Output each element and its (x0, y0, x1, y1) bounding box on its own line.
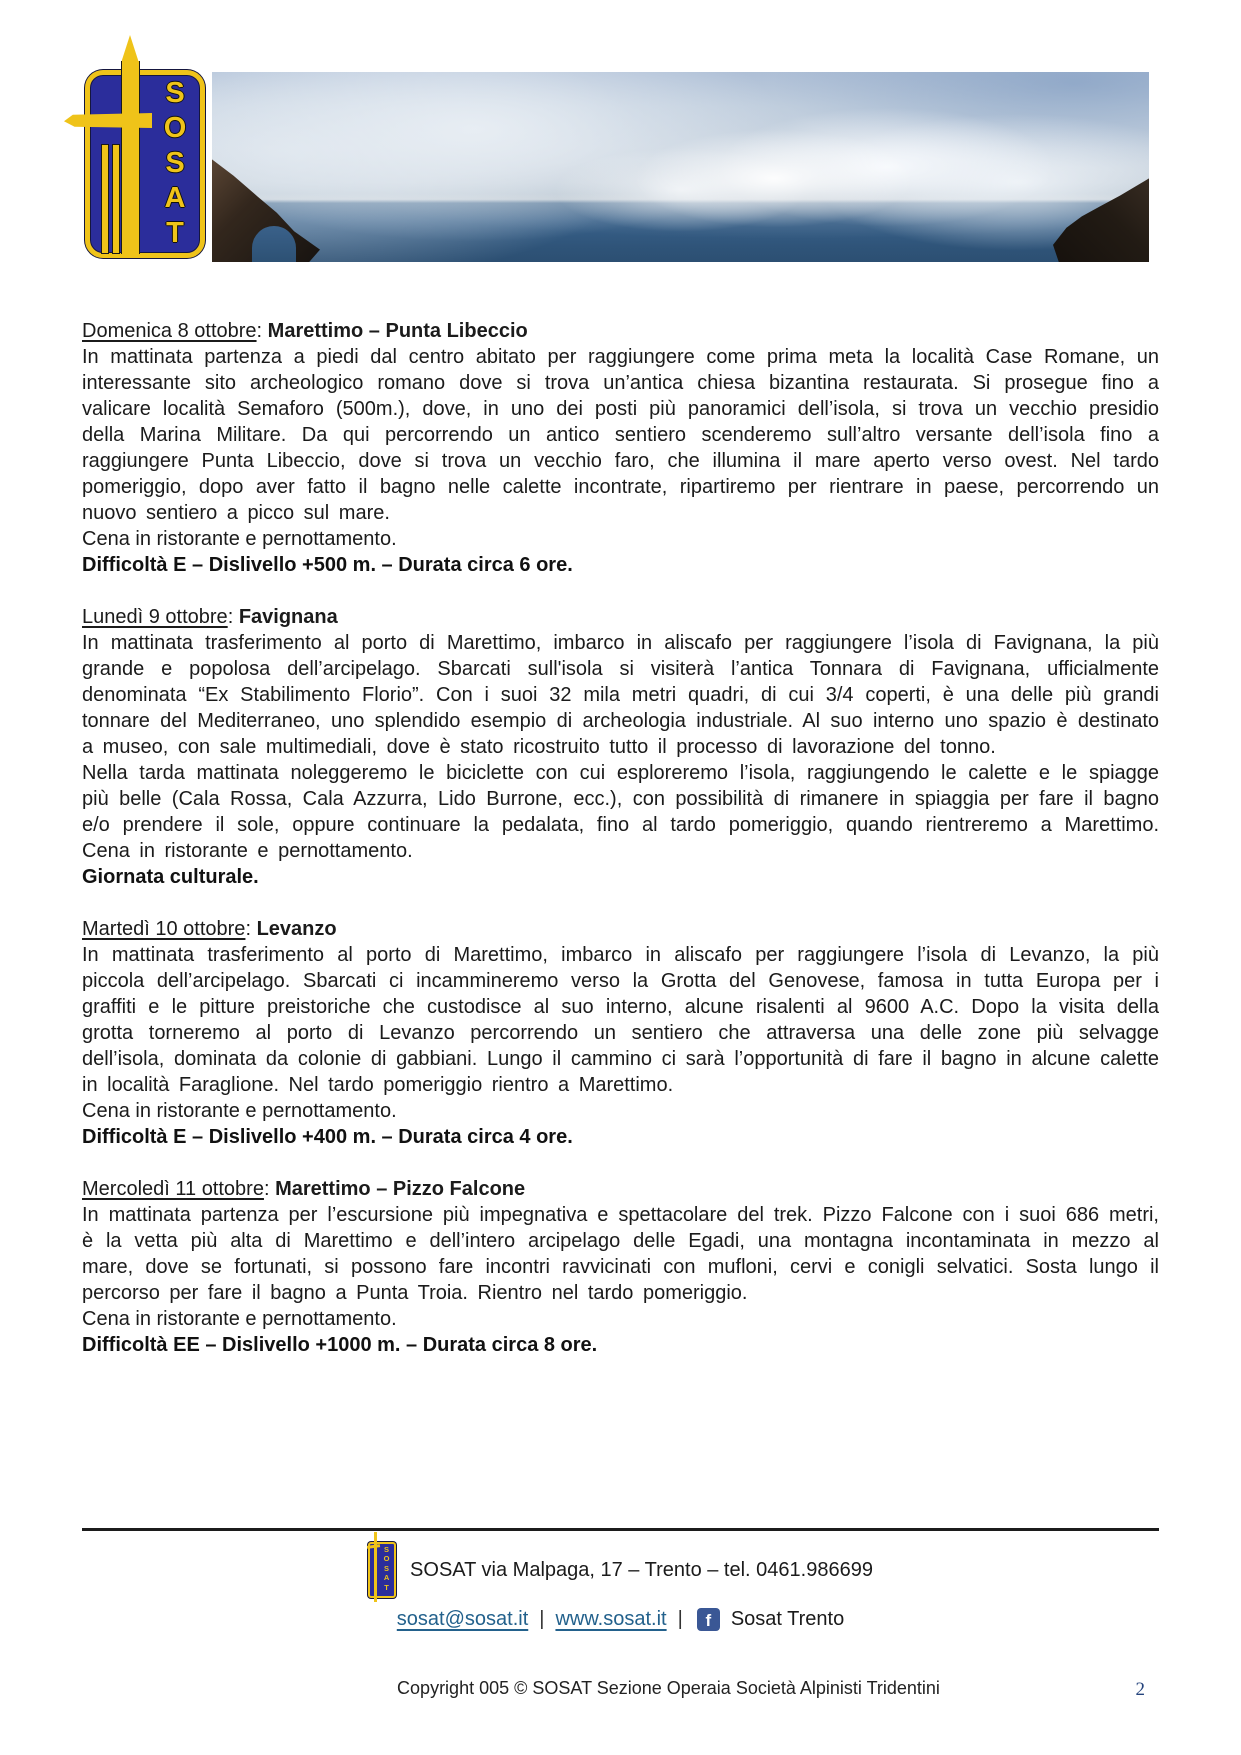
day-paragraph: In mattinata trasferimento al porto di Marettimo, imbarco in aliscafo per raggiungere l’isola di Favignana, la più grande e popolosa dell’arcipelago. Sbarcati sull'isola si visiterà l’antica Tonnara di Favignana, ufficialmente denominata “Ex Stabilimento Florio”. Con i suoi 32 mila metri quadri, di cui 3/4 coperti, è una delle più grandi tonnare del Mediterraneo, uno splendido esempio di archeologia industriale. Al suo interno uno spazio è destinato a museo, con sale multimediali, dove è stato ricostruito tutto il processo di lavorazione del tonno. (82, 632, 1159, 758)
footer-address-row (82, 1542, 1159, 1598)
day-section-martedi-10 (82, 916, 1159, 1150)
heading-colon: : (245, 918, 251, 940)
ice-axe-tip-icon (121, 35, 139, 63)
logo-letter: O (383, 1554, 390, 1564)
logo-letter: S (384, 1545, 390, 1554)
day-section-lunedi-9 (82, 604, 1159, 890)
difficulty-line: Difficoltà E – Dislivello +400 m. – Durata circa 4 ore. (82, 1126, 573, 1148)
email-link[interactable]: sosat@sosat.it (396, 1608, 529, 1630)
logo-letter: T (166, 217, 184, 249)
cultural-day-line: Giornata culturale. (82, 866, 259, 888)
ice-axe-shaft-icon (121, 61, 140, 254)
dinner-line: Cena in ristorante e pernottamento. (82, 1308, 397, 1330)
separator: | (677, 1608, 683, 1630)
heading-colon: : (256, 320, 263, 342)
copyright-row (82, 1678, 1159, 1699)
logo-letter: T (384, 1582, 389, 1592)
day-date: Lunedì 9 ottobre (82, 606, 228, 628)
day-title: Marettimo – Pizzo Falcone (275, 1178, 526, 1200)
website-link[interactable]: www.sosat.it (555, 1608, 667, 1630)
day-paragraph: In mattinata trasferimento al porto di Marettimo, imbarco in aliscafo per raggiungere l’isola di Levanzo, la più piccola dell’arcipelago. Sbarcati ci incammineremo verso la Grotta del Genovese, famosa in tutta Europa per i graffiti e le pitture preistoriche che custodisce al suo interno, alcune risalenti al 9600 A.C. Dopo la visita della grotta torneremo al porto di Levanzo percorrendo un sentiero che attraversa una delle zone più selvagge dell’isola, dominata da colonie di gabbiani. Lungo il cammino ci sarà l’opportunità di fare il bagno in alcune calette in località Faraglione. Nel tardo pomeriggio rientro a Marettimo. (82, 944, 1159, 1096)
ice-axe-icon (374, 1532, 377, 1602)
dinner-line: Cena in ristorante e pernottamento. (82, 1100, 397, 1122)
logo-letter: S (384, 1563, 390, 1573)
day-heading (82, 318, 1159, 344)
day-title: Levanzo (256, 918, 337, 940)
logo-letter: O (163, 112, 187, 144)
logo-letter: A (383, 1573, 390, 1583)
heading-colon: : (263, 1178, 270, 1200)
day-title: Marettimo – Punta Libeccio (267, 320, 528, 342)
copyright-text: Copyright 005 © SOSAT Sezione Operaia Società Alpinisti Tridentini (397, 1678, 940, 1698)
footer-links-row (82, 1608, 1159, 1631)
day-date: Martedì 10 ottobre (82, 918, 246, 940)
logo-letter: A (164, 182, 186, 214)
logo-letter: S (165, 147, 185, 179)
sea-panorama-photo (212, 72, 1149, 262)
difficulty-line: Difficoltà EE – Dislivello +1000 m. – Durata circa 8 ore. (82, 1334, 598, 1356)
page-header (0, 0, 1241, 270)
logo-letters (380, 1545, 393, 1592)
sosat-logo-small (368, 1542, 396, 1598)
day-section-mercoledi-11 (82, 1176, 1159, 1358)
itinerary (82, 318, 1159, 1384)
day-heading (82, 604, 1159, 630)
facebook-label: Sosat Trento (730, 1608, 845, 1630)
day-heading (82, 1176, 1159, 1202)
day-heading (82, 916, 1159, 942)
logo-letters (155, 76, 195, 251)
sosat-logo (85, 70, 205, 258)
day-paragraph: In mattinata partenza per l’escursione più impegnativa e spettacolare del trek. Pizzo Falcone con i suoi 686 metri, è la vetta più alta di Marettimo e dell’intero arcipelago delle Egadi, una montagna incontaminata in mezzo al mare, dove se fortunati, si possono fare incontri ravvicinati con mufloni, cervi e conigli selvatici. Sosta lungo il percorso per fare il bagno a Punta Troia. Rientro nel tardo pomeriggio. (82, 1204, 1159, 1304)
logo-stripe (113, 145, 119, 253)
logo-stripe (102, 145, 108, 253)
footer-divider (82, 1528, 1159, 1531)
cliff-arch (252, 226, 296, 262)
ice-axe-pick-icon (64, 113, 152, 128)
heading-colon: : (227, 606, 234, 628)
facebook-icon[interactable]: f (697, 1608, 720, 1631)
address-text: SOSAT via Malpaga, 17 – Trento – tel. 0461.986699 (410, 1558, 873, 1581)
day-section-domenica-8 (82, 318, 1159, 578)
page-footer (82, 1528, 1159, 1748)
difficulty-line: Difficoltà E – Dislivello +500 m. – Durata circa 6 ore. (82, 554, 573, 576)
day-date: Mercoledì 11 ottobre (82, 1178, 264, 1200)
day-date: Domenica 8 ottobre (82, 320, 257, 342)
logo-letter: S (165, 77, 185, 109)
day-title: Favignana (238, 606, 338, 628)
dinner-line: Cena in ristorante e pernottamento. (82, 528, 397, 550)
separator: | (539, 1608, 545, 1630)
page-number: 2 (1135, 1679, 1145, 1700)
right-cliff (1053, 167, 1149, 262)
day-paragraph: In mattinata partenza a piedi dal centro abitato per raggiungere come prima meta la località Case Romane, un interessante sito archeologico romano dove si trova un’antica chiesa bizantina restaurata. Si prosegue fino a valicare località Semaforo (500m.), dove, in uno dei posti più panoramici dell’isola, si trova un vecchio presidio della Marina Militare. Da qui percorrendo un antico sentiero scenderemo sull’altro versante dell’isola fino a raggiungere Punta Libeccio, dove si trova un vecchio faro, che illumina il mare aperto verso ovest. Nel tardo pomeriggio, dopo aver fatto il bagno nelle calette incontrate, ripartiremo per rientrare in paese, percorrendo un nuovo sentiero a picco sul mare. (82, 346, 1159, 524)
day-paragraph: Nella tarda mattinata noleggeremo le biciclette con cui esploreremo l’isola, raggiungendo le calette e le spiagge più belle (Cala Rossa, Cala Azzurra, Lido Burrone, ecc.), con possibilità di rimanere in spiaggia per fare il bagno e/o prendere il sole, oppure continuare la pedalata, fino al tardo pomeriggio, quando rientreremo a Marettimo. Cena in ristorante e pernottamento. (82, 762, 1159, 862)
